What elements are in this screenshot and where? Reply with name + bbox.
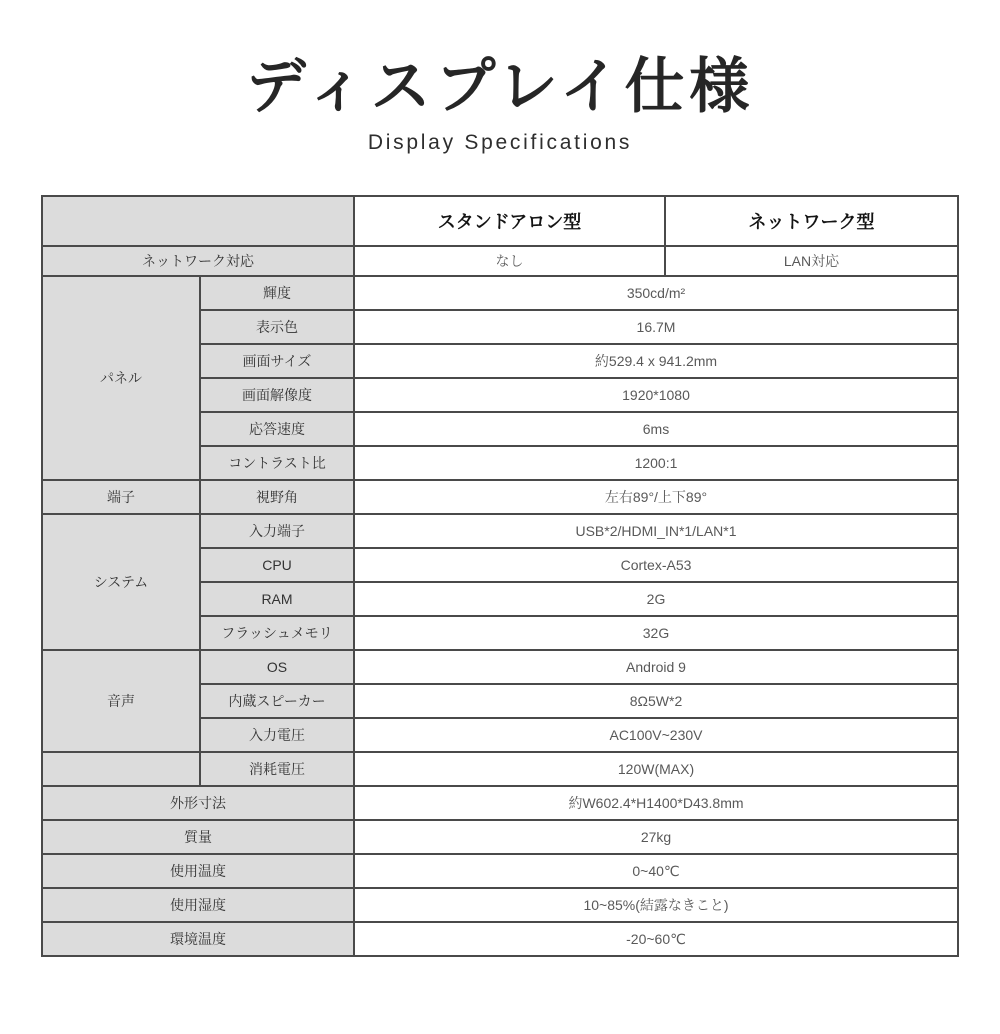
row-value-cell: 左右89°/上下89° <box>354 480 958 514</box>
network-value-cell: LAN対応 <box>665 246 958 276</box>
row-label-cell: 使用温度 <box>42 854 354 888</box>
row-label-cell: CPU <box>200 548 354 582</box>
row-label-cell: 視野角 <box>200 480 354 514</box>
row-value-cell: 1200:1 <box>354 446 958 480</box>
row-label-cell: RAM <box>200 582 354 616</box>
row-value-cell: 16.7M <box>354 310 958 344</box>
row-label-cell: OS <box>200 650 354 684</box>
row-label-cell: 入力端子 <box>200 514 354 548</box>
page-subtitle: Display Specifications <box>367 131 633 154</box>
row-value-cell: -20~60℃ <box>354 922 958 956</box>
page-title: ディスプレイ仕様 <box>245 53 755 120</box>
row-value-cell: 0~40℃ <box>354 854 958 888</box>
network-support-row <box>42 246 958 276</box>
header-standalone-cell: スタンドアロン型 <box>354 196 665 246</box>
row-value-cell: 1920*1080 <box>354 378 958 412</box>
row-value-cell: 約529.4 x 941.2mm <box>354 344 958 378</box>
group-label-cell: 音声 <box>42 650 200 752</box>
row-label-cell: 内蔵スピーカー <box>200 684 354 718</box>
row-value-cell: Android 9 <box>354 650 958 684</box>
table-row <box>42 786 958 820</box>
row-label-cell: フラッシュメモリ <box>200 616 354 650</box>
row-value-cell: Cortex-A53 <box>354 548 958 582</box>
row-label-cell: 消耗電圧 <box>200 752 354 786</box>
header-network-cell: ネットワーク型 <box>665 196 958 246</box>
row-value-cell: USB*2/HDMI_IN*1/LAN*1 <box>354 514 958 548</box>
row-value-cell: 32G <box>354 616 958 650</box>
row-value-cell: 350cd/m² <box>354 276 958 310</box>
row-label-cell: 質量 <box>42 820 354 854</box>
group-label-cell: パネル <box>42 276 200 480</box>
row-label-cell: 画面サイズ <box>200 344 354 378</box>
table-row <box>42 820 958 854</box>
row-label-cell: 入力電圧 <box>200 718 354 752</box>
group-label-cell: 端子 <box>42 480 200 514</box>
row-value-cell: 27kg <box>354 820 958 854</box>
table-row <box>42 276 958 310</box>
row-label-cell: コントラスト比 <box>200 446 354 480</box>
group-label-cell: システム <box>42 514 200 650</box>
row-label-cell: ネットワーク対応 <box>42 246 354 276</box>
row-value-cell: 8Ω5W*2 <box>354 684 958 718</box>
row-label-cell: 環境温度 <box>42 922 354 956</box>
table-row <box>42 752 958 786</box>
group-label-cell <box>42 752 200 786</box>
row-label-cell: 表示色 <box>200 310 354 344</box>
spec-table <box>41 195 959 957</box>
row-value-cell: 約W602.4*H1400*D43.8mm <box>354 786 958 820</box>
row-value-cell: 120W(MAX) <box>354 752 958 786</box>
row-label-cell: 応答速度 <box>200 412 354 446</box>
table-row <box>42 650 958 684</box>
row-label-cell: 使用湿度 <box>42 888 354 922</box>
row-value-cell: 2G <box>354 582 958 616</box>
header-corner-cell <box>42 196 354 246</box>
row-value-cell: 10~85%(結露なきこと) <box>354 888 958 922</box>
row-label-cell: 輝度 <box>200 276 354 310</box>
table-row <box>42 514 958 548</box>
table-row <box>42 888 958 922</box>
row-value-cell: 6ms <box>354 412 958 446</box>
row-label-cell: 外形寸法 <box>42 786 354 820</box>
row-label-cell: 画面解像度 <box>200 378 354 412</box>
table-header-row <box>42 196 958 246</box>
standalone-value-cell: なし <box>354 246 665 276</box>
table-row <box>42 854 958 888</box>
row-value-cell: AC100V~230V <box>354 718 958 752</box>
table-row <box>42 922 958 956</box>
table-row <box>42 480 958 514</box>
